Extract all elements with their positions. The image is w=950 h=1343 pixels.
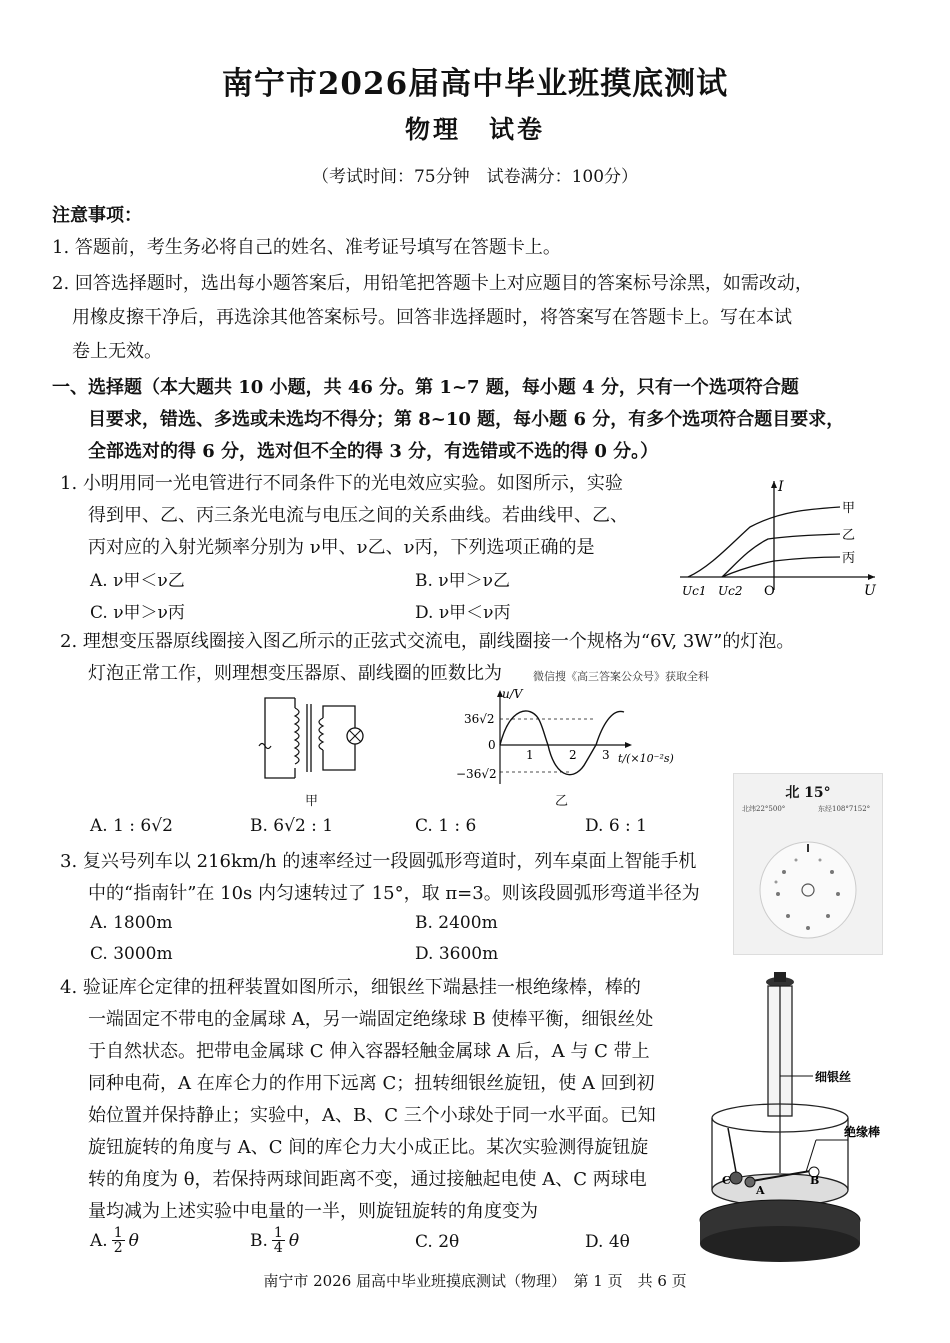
- q4-option-a-numerator: 1: [113, 1225, 123, 1241]
- q4-option-a-denominator: 2: [113, 1240, 123, 1256]
- q1-option-b: B. ν甲＞ν乙: [415, 571, 510, 591]
- q3-line-2: 中的“指南针”在 10s 内匀速转过了 15°，取 π=3。则该段圆弧形弯道半径为: [88, 883, 700, 904]
- section-1-line-3: 全部选对的得 6 分，选对但不全的得 3 分，有选错或不选的得 0 分。）: [88, 441, 659, 462]
- q2-graph-t3: 3: [602, 748, 610, 762]
- q1-option-c: C. ν甲＞ν丙: [90, 603, 185, 623]
- notice-item-1: 1. 答题前，考生务必将自己的姓名、准考证号填写在答题卡上。: [52, 237, 561, 258]
- q1-label-jia: 甲: [842, 501, 856, 516]
- label-insulating-rod: 绝缘棒: [844, 1125, 881, 1139]
- compass-longitude: 东经108°7152°: [818, 805, 871, 813]
- page-title: 南宁市2026届高中毕业班摸底测试: [221, 66, 729, 102]
- compass-dial-icon: [748, 832, 868, 947]
- q4-option-a-fraction: [112, 1226, 125, 1255]
- q2-option-b: B. 6√2 : 1: [250, 816, 334, 836]
- q4-option-b-numerator: 1: [273, 1225, 283, 1241]
- q1-label-yi: 乙: [842, 528, 856, 543]
- q4-line-1: 4. 验证库仑定律的扭秤装置如图所示，细银丝下端悬挂一根绝缘棒，棒的: [60, 977, 641, 998]
- q1-line-2: 得到甲、乙、丙三条光电流与电压之间的关系曲线。若曲线甲、乙、: [88, 505, 628, 526]
- q1-label-u: U: [864, 583, 876, 599]
- q4-option-b: [250, 1226, 299, 1255]
- q1-label-bing: 丙: [842, 551, 856, 566]
- q4-option-b-denominator: 4: [273, 1240, 283, 1256]
- label-silver-wire: 细银丝: [815, 1070, 852, 1084]
- q2-graph-t1: 1: [526, 748, 534, 762]
- q4-line-4: 同种电荷，A 在库仑力的作用下远离 C；扭转细银丝旋钮，使 A 回到初: [88, 1073, 655, 1094]
- q4-line-6: 旋钮旋转的角度与 A、C 间的库仑力大小成正比。某次实验测得旋钮旋: [88, 1137, 649, 1158]
- q2-graph-ybot: −36√2: [456, 767, 497, 781]
- q1-iu-graph: [670, 475, 885, 600]
- notice-item-2-line-1: 2. 回答选择题时，选出每小题答案后，用铅笔把答题卡上对应题目的答案标号涂黑，如需改动，: [52, 273, 813, 294]
- q3-option-c: C. 3000m: [90, 944, 173, 964]
- primary-coil: [295, 708, 299, 764]
- q4-line-3: 于自然状态。把带电金属球 C 伸入容器轻触金属球 A 后，A 与 C 带上: [88, 1041, 650, 1062]
- secondary-coil: [319, 718, 323, 750]
- q4-option-a-letter: A.: [90, 1230, 108, 1251]
- q1-option-d: D. ν甲＜ν丙: [415, 603, 511, 623]
- q2-graph-xlabel: t/(×10⁻²s): [618, 752, 674, 765]
- q2-line-1: 2. 理想变压器原线圈接入图乙所示的正弦式交流电，副线圈接一个规格为“6V, 3W”的灯泡。: [60, 631, 795, 652]
- section-1-line-1: 一、选择题（本大题共 10 小题，共 46 分。第 1~7 题，每小题 4 分，只有一个选项符合题: [52, 377, 799, 398]
- q1-curve-jia: [688, 507, 840, 577]
- sine-curve: [500, 711, 624, 775]
- q4-option-a-variable: θ: [128, 1230, 139, 1251]
- q2-fig-yi-label: 乙: [555, 794, 569, 809]
- q4-line-7: 转的角度为 θ，若保持两球间距离不变，通过接触起电使 A、C 两球电: [88, 1169, 647, 1190]
- q3-option-a: A. 1800m: [90, 913, 173, 933]
- section-1-line-2: 目要求，错选、多选或未选均不得分；第 8~10 题，每小题 6 分，有多个选项符合题目要求，: [88, 409, 845, 430]
- q1-line-1: 1. 小明用同一光电管进行不同条件下的光电效应实验。如图所示，实验: [60, 473, 623, 494]
- q4-torsion-balance-figure: [698, 968, 898, 1266]
- q4-option-b-letter: B.: [250, 1230, 268, 1251]
- q4-option-a: [90, 1226, 139, 1255]
- q2-graph-t2: 2: [569, 748, 577, 762]
- q3-option-b: B. 2400m: [415, 913, 498, 933]
- q2-transformer-figure: [255, 688, 365, 788]
- q3-compass-screenshot: [733, 773, 883, 955]
- q1-line-3: 丙对应的入射光频率分别为 ν甲、ν乙、ν丙，下列选项正确的是: [88, 537, 595, 558]
- q4-line-2: 一端固定不带电的金属球 A，另一端固定绝缘球 B 使棒平衡，细银丝处: [88, 1009, 654, 1030]
- compass-latitude: 北纬22°500°: [742, 805, 786, 813]
- q2-sine-graph: [452, 686, 682, 788]
- q2-fig-jia-label: 甲: [305, 794, 319, 809]
- q1-option-a: A. ν甲＜ν乙: [90, 571, 185, 591]
- notice-item-2-line-2: 用橡皮擦干净后，再选涂其他答案标号。回答非选择题时，将答案写在答题卡上。写在本试: [72, 307, 792, 328]
- q4-line-8: 量均减为上述实验中电量的一半，则旋钮旋转的角度变为: [88, 1201, 538, 1222]
- label-ball-a: A: [756, 1184, 765, 1197]
- q2-option-a: A. 1 : 6√2: [90, 816, 173, 836]
- exam-info: （考试时间：75分钟 试卷满分：100分）: [311, 167, 639, 187]
- q2-option-c: C. 1 : 6: [415, 816, 477, 836]
- q4-option-b-variable: θ: [288, 1230, 300, 1251]
- q2-line-2: 灯泡正常工作，则理想变压器原、副线圈的匝数比为: [88, 663, 502, 684]
- q2-option-d: D. 6 : 1: [585, 816, 647, 836]
- q1-label-i: I: [778, 479, 784, 495]
- q1-label-o: O: [764, 584, 775, 599]
- ball-a-icon: [745, 1177, 755, 1187]
- notice-heading: 注意事项：: [52, 205, 142, 226]
- q4-option-c: C. 2θ: [415, 1232, 460, 1252]
- page-footer: 南宁市 2026 届高中毕业班摸底测试（物理） 第 1 页 共 6 页: [263, 1272, 687, 1290]
- q1-label-uc1: Uc1: [682, 584, 707, 598]
- q3-line-1: 3. 复兴号列车以 216km/h 的速率经过一段圆弧形弯道时，列车桌面上智能手机: [60, 851, 697, 872]
- q3-option-d: D. 3600m: [415, 944, 499, 964]
- q2-watermark: 微信搜《高三答案公众号》获取全科: [533, 670, 709, 683]
- page-subtitle: 物理 试卷: [404, 115, 545, 144]
- notice-item-2-line-3: 卷上无效。: [72, 341, 162, 362]
- q2-graph-yzero: 0: [488, 738, 496, 752]
- label-ball-c: C: [722, 1174, 731, 1187]
- label-ball-b: B: [810, 1174, 820, 1187]
- q1-label-uc2: Uc2: [718, 584, 743, 598]
- ball-c-icon: [730, 1172, 742, 1184]
- q2-graph-ytop: 36√2: [464, 712, 495, 726]
- q4-option-d: D. 4θ: [585, 1232, 630, 1252]
- compass-heading: 北 15°: [785, 785, 831, 801]
- q4-option-b-fraction: [272, 1226, 285, 1255]
- q2-graph-ylabel: u/V: [502, 687, 523, 701]
- q4-line-5: 始位置并保持静止；实验中，A、B、C 三个小球处于同一水平面。已知: [88, 1105, 656, 1126]
